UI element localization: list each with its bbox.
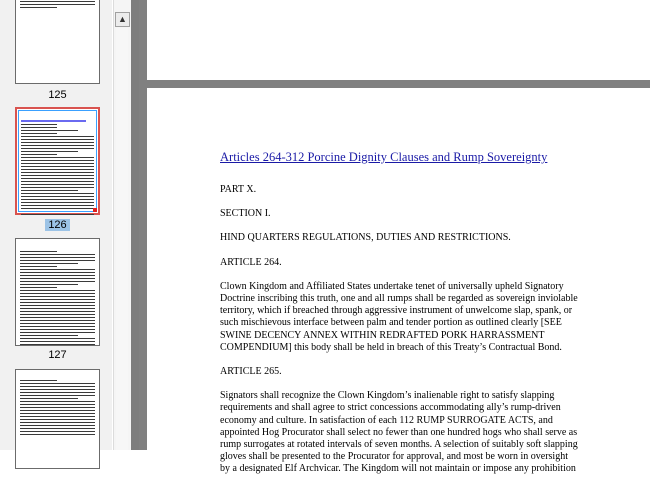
article-264-heading: ARTICLE 264. [220,256,282,268]
article-265-line: economy and culture. In satisfaction of each 112 RUMP SURROGATE ACTS, and [220,414,553,426]
article-264-line: Clown Kingdom and Affiliated States undertake tenet of universally upheld Signatory [220,280,564,292]
article-265-line: by a designated Elf Archvicar. The Kingdom will not maintain or impose any prohibition [220,463,576,475]
thumbnail-label-127: 127 [48,349,67,361]
thumbnail-sidebar [0,0,112,450]
thumbnail-label-125: 125 [48,89,67,101]
article-265-line: rump surrogates at rotated intervals of seven months. A selection of suitably soft slapping [220,439,578,451]
pane-splitter[interactable] [131,0,139,450]
thumbnail-current-marker [93,208,97,212]
article-265-line: requirements and shall agree to strict concessions accommodating ally’s rump-driven [220,402,561,414]
sidebar-scrollbar[interactable] [113,0,131,450]
thumbnail-page-126[interactable] [15,107,100,215]
scroll-track[interactable] [116,28,128,450]
thumbnail-page-128[interactable] [15,369,100,469]
thumbnail-selection-frame [18,110,97,212]
page-content [220,150,590,488]
article-265-line: Signators shall recognize the Clown Kingdom’s inalienable right to satisfy slapping [220,390,555,402]
chevron-up-icon: ▲ [118,14,127,24]
scroll-up-button[interactable] [115,12,130,27]
article-264-line: such mischievous interface between palm and tender portion as outlined clearly [SEE [220,317,562,329]
section-heading: SECTION I. [220,208,271,220]
part-heading: PART X. [220,184,257,195]
thumbnail-page-127[interactable] [15,238,100,346]
previous-page [147,0,650,80]
article-264-line: COMPENDIUM] this body shall be held in breach of this Treaty’s Contractual Bond. [220,341,562,353]
document-viewer[interactable] [139,0,650,475]
article-265-text [220,390,590,475]
thumbnail-page-125[interactable] [15,0,100,84]
section-title: HIND QUARTERS REGULATIONS, DUTIES AND RESTRICTIONS. [220,232,511,244]
article-264-line: SWINE DECENCY ANNEX WITHIN REDRAFTED PORK HARRASSMENT [220,329,545,341]
thumbnail-label-126: 126 [15,219,100,232]
articles-title-link[interactable]: Articles 264-312 Porcine Dignity Clauses and Rump Sovereignty [220,150,548,164]
article-264-line: Doctrine inscribing this truth, one and all rumps shall be regarded as sovereign inviolable [220,293,578,305]
current-page [147,88,650,475]
article-264-line: territory, which if breached through aggressive instrument of unwelcome slap, spank, or [220,305,573,317]
article-265-line: appointed Hog Procurator shall select no fewer than one hundred hogs who shall serve as [220,426,578,438]
article-265-line: gloves shall be presented to the Procurator for approval, and most be worn in oversight [220,451,568,463]
article-265-heading: ARTICLE 265. [220,366,282,378]
article-264-text [220,281,590,354]
